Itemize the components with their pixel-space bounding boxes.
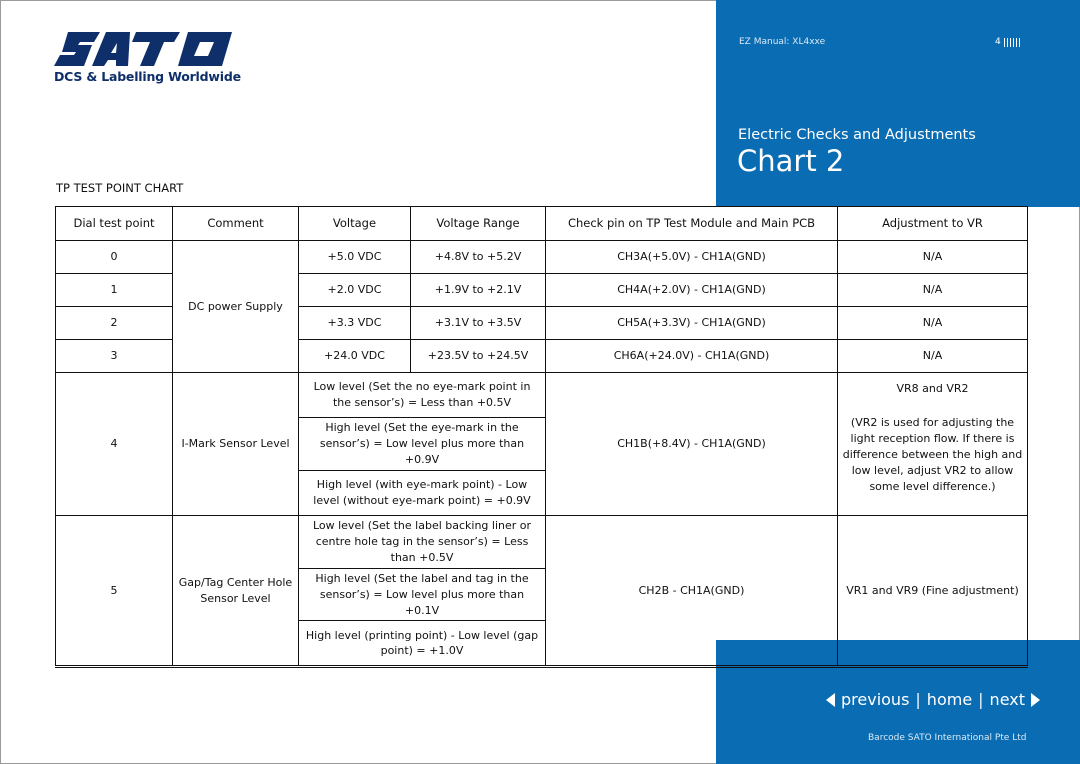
manual-name: EZ Manual: XL4xxe (739, 37, 826, 47)
sato-logo (54, 32, 238, 70)
level-cell: Low level (Set the label backing liner or centre hole tag in the sensor’s) = Less than +0.5V (299, 515, 546, 568)
dial-cell: 1 (56, 274, 173, 307)
table-row (56, 241, 1028, 274)
previous-arrow-icon[interactable] (826, 693, 835, 707)
adjustment-note: (VR2 is used for adjusting the light reception flow. If there is difference between the high and low level, adjust VR2 to allow some level difference.) (842, 415, 1023, 493)
next-arrow-icon[interactable] (1031, 693, 1040, 707)
pin-cell: CH4A(+2.0V) - CH1A(GND) (546, 274, 838, 307)
header-dial: Dial test point (56, 207, 173, 241)
page-bars-icon (1004, 38, 1020, 47)
dial-cell: 2 (56, 307, 173, 340)
level-cell: Low level (Set the no eye-mark point in the sensor’s) = Less than +0.5V (299, 373, 546, 418)
range-cell: +4.8V to +5.2V (411, 241, 546, 274)
adjustment-cell: N/A (838, 241, 1028, 274)
page-number-text: 4 (995, 37, 1001, 47)
header-comment: Comment (173, 207, 299, 241)
section-subtitle: Electric Checks and Adjustments (738, 127, 976, 143)
page-number (995, 37, 1020, 47)
table-row (56, 515, 1028, 568)
home-link[interactable]: home (926, 690, 973, 709)
header-range: Voltage Range (411, 207, 546, 241)
pin-cell: CH1B(+8.4V) - CH1A(GND) (546, 373, 838, 516)
pin-cell: CH3A(+5.0V) - CH1A(GND) (546, 241, 838, 274)
range-cell: +1.9V to +2.1V (411, 274, 546, 307)
level-cell: High level (printing point) - Low level (gap point) = +1.0V (299, 621, 546, 667)
nav-separator: | (978, 690, 984, 709)
tagline: DCS & Labelling Worldwide (54, 69, 241, 84)
page-navigation (826, 690, 1040, 709)
range-cell: +23.5V to +24.5V (411, 340, 546, 373)
range-cell: +3.1V to +3.5V (411, 307, 546, 340)
level-cell: High level (Set the label and tag in the sensor’s) = Low level plus more than +0.1V (299, 568, 546, 621)
adjustment-cell: N/A (838, 307, 1028, 340)
table-row (56, 373, 1028, 418)
voltage-cell: +24.0 VDC (299, 340, 411, 373)
adjustment-cell (838, 373, 1028, 516)
voltage-cell: +3.3 VDC (299, 307, 411, 340)
voltage-cell: +2.0 VDC (299, 274, 411, 307)
table-header-row (56, 207, 1028, 241)
adjustment-cell: VR1 and VR9 (Fine adjustment) (838, 515, 1028, 667)
next-link[interactable]: next (989, 690, 1025, 709)
dial-cell: 3 (56, 340, 173, 373)
pin-cell: CH6A(+24.0V) - CH1A(GND) (546, 340, 838, 373)
adjustment-cell: N/A (838, 274, 1028, 307)
pin-cell: CH5A(+3.3V) - CH1A(GND) (546, 307, 838, 340)
tp-test-point-table (55, 206, 1028, 668)
pin-cell: CH2B - CH1A(GND) (546, 515, 838, 667)
previous-link[interactable]: previous (841, 690, 910, 709)
comment-cell: I-Mark Sensor Level (173, 373, 299, 516)
dial-cell: 4 (56, 373, 173, 516)
chart-label: TP TEST POINT CHART (56, 181, 184, 195)
voltage-cell: +5.0 VDC (299, 241, 411, 274)
comment-cell: DC power Supply (173, 241, 299, 373)
page-title: Chart 2 (737, 144, 845, 178)
dial-cell: 0 (56, 241, 173, 274)
header-adjustment: Adjustment to VR (838, 207, 1028, 241)
adjustment-cell: N/A (838, 340, 1028, 373)
footer-company: Barcode SATO International Pte Ltd (868, 733, 1027, 743)
adjustment-title: VR8 and VR2 (896, 382, 969, 395)
level-cell: High level (Set the eye-mark in the sensor’s) = Low level plus more than +0.9V (299, 418, 546, 471)
level-cell: High level (with eye-mark point) - Low level (without eye-mark point) = +0.9V (299, 470, 546, 515)
dial-cell: 5 (56, 515, 173, 667)
comment-cell: Gap/Tag Center Hole Sensor Level (173, 515, 299, 667)
header-pin: Check pin on TP Test Module and Main PCB (546, 207, 838, 241)
nav-separator: | (915, 690, 921, 709)
header-voltage: Voltage (299, 207, 411, 241)
